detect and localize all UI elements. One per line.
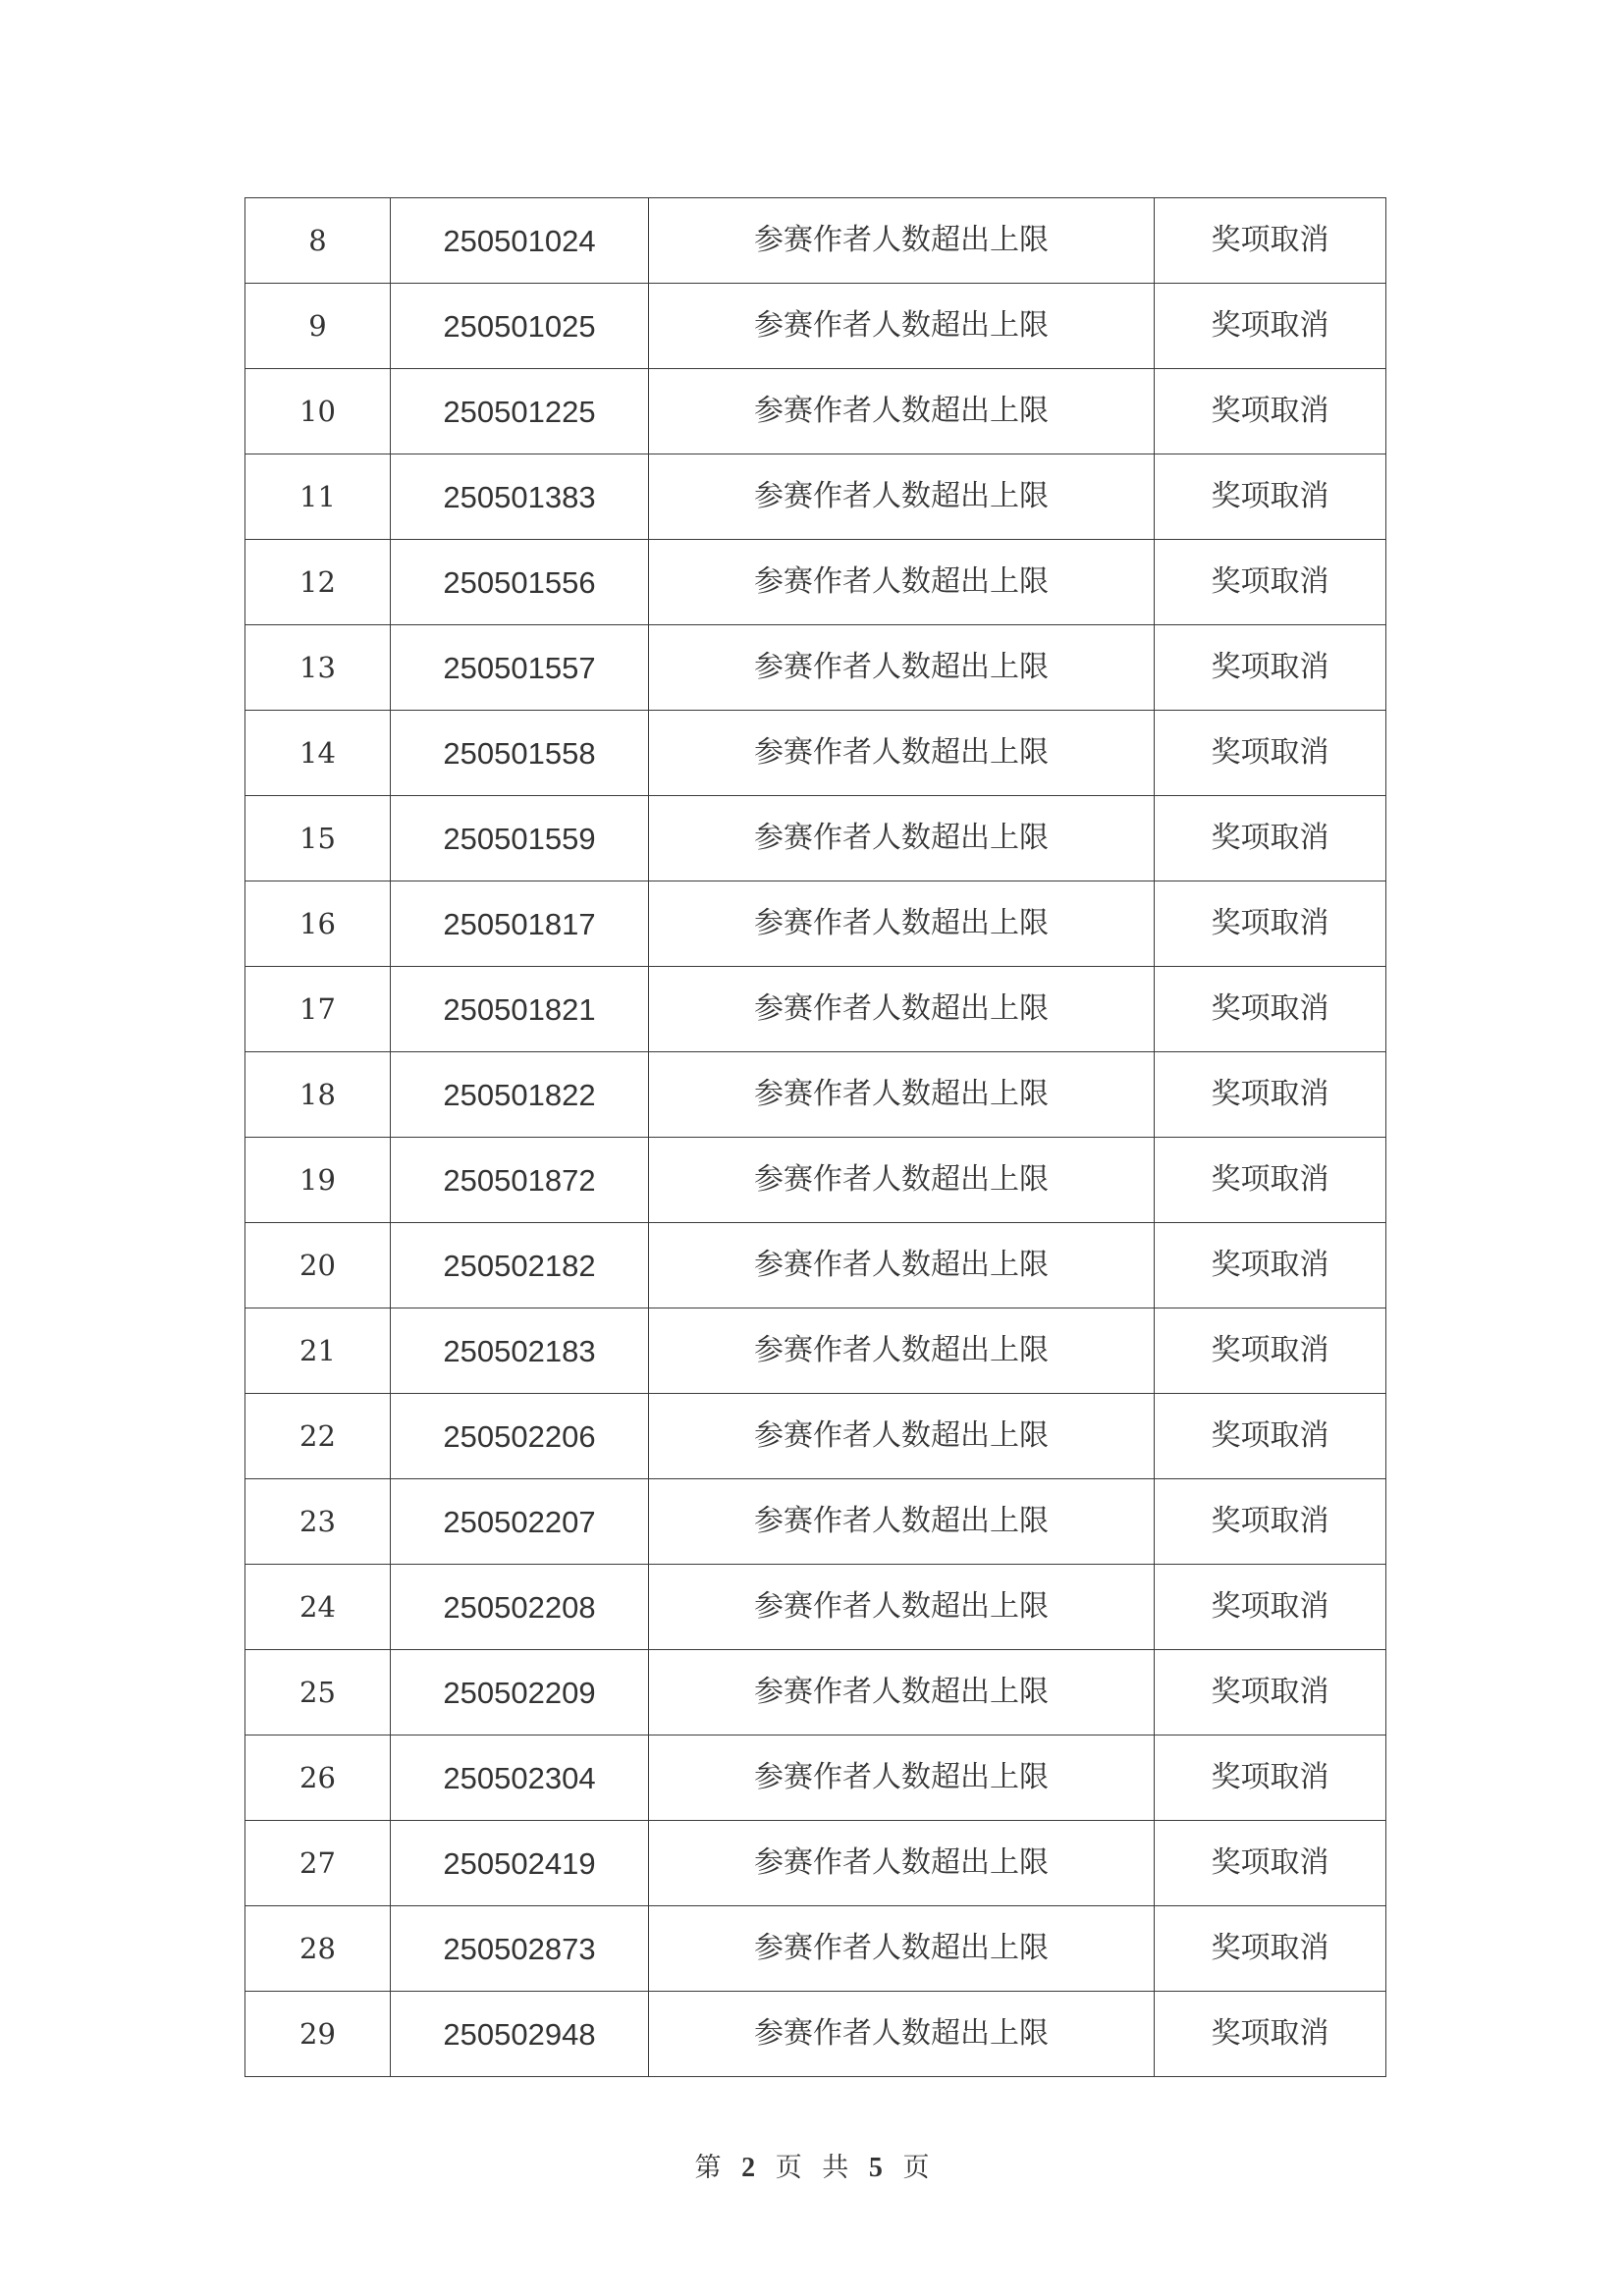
entry-id-cell: 250501559 (391, 796, 649, 881)
row-number-cell: 18 (245, 1052, 391, 1138)
table-row (245, 881, 1386, 967)
table-row (245, 625, 1386, 711)
entry-id-cell: 250502183 (391, 1308, 649, 1394)
table-row (245, 369, 1386, 454)
reason-cell: 参赛作者人数超出上限 (649, 198, 1155, 284)
reason-cell: 参赛作者人数超出上限 (649, 796, 1155, 881)
entry-id-cell: 250502419 (391, 1821, 649, 1906)
row-number-cell: 23 (245, 1479, 391, 1565)
entry-id-cell: 250502208 (391, 1565, 649, 1650)
entry-id-cell: 250501557 (391, 625, 649, 711)
table-row (245, 1394, 1386, 1479)
table-row (245, 1138, 1386, 1223)
entry-id-cell: 250501817 (391, 881, 649, 967)
entry-id-cell: 250502206 (391, 1394, 649, 1479)
entry-id-cell: 250501821 (391, 967, 649, 1052)
page-footer (0, 2146, 1624, 2184)
result-cell: 奖项取消 (1155, 1052, 1386, 1138)
reason-cell: 参赛作者人数超出上限 (649, 1650, 1155, 1735)
reason-cell: 参赛作者人数超出上限 (649, 1565, 1155, 1650)
row-number-cell: 12 (245, 540, 391, 625)
entry-id-cell: 250502873 (391, 1906, 649, 1992)
result-cell: 奖项取消 (1155, 1138, 1386, 1223)
table-row (245, 1650, 1386, 1735)
entry-id-cell: 250502948 (391, 1992, 649, 2077)
current-page-number: 2 (741, 2153, 756, 2183)
reason-cell: 参赛作者人数超出上限 (649, 1992, 1155, 2077)
row-number-cell: 26 (245, 1735, 391, 1821)
entry-id-cell: 250502207 (391, 1479, 649, 1565)
row-number-cell: 17 (245, 967, 391, 1052)
table-row (245, 967, 1386, 1052)
table-row (245, 1992, 1386, 2077)
result-cell: 奖项取消 (1155, 1565, 1386, 1650)
result-cell: 奖项取消 (1155, 1308, 1386, 1394)
row-number-cell: 15 (245, 796, 391, 881)
footer-total-prefix: 共 (822, 2153, 849, 2183)
row-number-cell: 21 (245, 1308, 391, 1394)
reason-cell: 参赛作者人数超出上限 (649, 1479, 1155, 1565)
reason-cell: 参赛作者人数超出上限 (649, 881, 1155, 967)
total-page-count: 5 (868, 2153, 883, 2183)
table-row (245, 198, 1386, 284)
result-cell: 奖项取消 (1155, 967, 1386, 1052)
row-number-cell: 22 (245, 1394, 391, 1479)
table-row (245, 1735, 1386, 1821)
results-table-body (245, 198, 1386, 2077)
reason-cell: 参赛作者人数超出上限 (649, 967, 1155, 1052)
result-cell: 奖项取消 (1155, 1821, 1386, 1906)
reason-cell: 参赛作者人数超出上限 (649, 1821, 1155, 1906)
entry-id-cell: 250501225 (391, 369, 649, 454)
row-number-cell: 28 (245, 1906, 391, 1992)
result-cell: 奖项取消 (1155, 1394, 1386, 1479)
row-number-cell: 25 (245, 1650, 391, 1735)
entry-id-cell: 250501025 (391, 284, 649, 369)
table-row (245, 1479, 1386, 1565)
table-row (245, 1821, 1386, 1906)
result-cell: 奖项取消 (1155, 1650, 1386, 1735)
table-row (245, 711, 1386, 796)
row-number-cell: 13 (245, 625, 391, 711)
table-row (245, 1565, 1386, 1650)
results-table (244, 197, 1386, 2077)
row-number-cell: 29 (245, 1992, 391, 2077)
result-cell: 奖项取消 (1155, 284, 1386, 369)
entry-id-cell: 250501024 (391, 198, 649, 284)
row-number-cell: 14 (245, 711, 391, 796)
result-cell: 奖项取消 (1155, 1906, 1386, 1992)
row-number-cell: 11 (245, 454, 391, 540)
result-cell: 奖项取消 (1155, 881, 1386, 967)
reason-cell: 参赛作者人数超出上限 (649, 540, 1155, 625)
table-row (245, 796, 1386, 881)
reason-cell: 参赛作者人数超出上限 (649, 1052, 1155, 1138)
table-row (245, 284, 1386, 369)
table-row (245, 540, 1386, 625)
reason-cell: 参赛作者人数超出上限 (649, 284, 1155, 369)
table-row (245, 1052, 1386, 1138)
result-cell: 奖项取消 (1155, 1223, 1386, 1308)
table-row (245, 454, 1386, 540)
result-cell: 奖项取消 (1155, 454, 1386, 540)
reason-cell: 参赛作者人数超出上限 (649, 1735, 1155, 1821)
reason-cell: 参赛作者人数超出上限 (649, 625, 1155, 711)
result-cell: 奖项取消 (1155, 369, 1386, 454)
row-number-cell: 24 (245, 1565, 391, 1650)
row-number-cell: 16 (245, 881, 391, 967)
reason-cell: 参赛作者人数超出上限 (649, 369, 1155, 454)
result-cell: 奖项取消 (1155, 1992, 1386, 2077)
table-row (245, 1308, 1386, 1394)
entry-id-cell: 250501872 (391, 1138, 649, 1223)
row-number-cell: 9 (245, 284, 391, 369)
result-cell: 奖项取消 (1155, 625, 1386, 711)
table-row (245, 1906, 1386, 1992)
reason-cell: 参赛作者人数超出上限 (649, 1308, 1155, 1394)
reason-cell: 参赛作者人数超出上限 (649, 454, 1155, 540)
result-cell: 奖项取消 (1155, 796, 1386, 881)
result-cell: 奖项取消 (1155, 540, 1386, 625)
result-cell: 奖项取消 (1155, 198, 1386, 284)
footer-total-word: 页 (902, 2153, 930, 2183)
result-cell: 奖项取消 (1155, 1479, 1386, 1565)
entry-id-cell: 250501558 (391, 711, 649, 796)
entry-id-cell: 250502209 (391, 1650, 649, 1735)
result-cell: 奖项取消 (1155, 1735, 1386, 1821)
entry-id-cell: 250502304 (391, 1735, 649, 1821)
entry-id-cell: 250502182 (391, 1223, 649, 1308)
reason-cell: 参赛作者人数超出上限 (649, 1906, 1155, 1992)
reason-cell: 参赛作者人数超出上限 (649, 1223, 1155, 1308)
entry-id-cell: 250501556 (391, 540, 649, 625)
table-row (245, 1223, 1386, 1308)
row-number-cell: 20 (245, 1223, 391, 1308)
reason-cell: 参赛作者人数超出上限 (649, 1394, 1155, 1479)
footer-prefix: 第 (694, 2153, 722, 2183)
row-number-cell: 8 (245, 198, 391, 284)
reason-cell: 参赛作者人数超出上限 (649, 1138, 1155, 1223)
row-number-cell: 10 (245, 369, 391, 454)
reason-cell: 参赛作者人数超出上限 (649, 711, 1155, 796)
entry-id-cell: 250501383 (391, 454, 649, 540)
footer-page-word: 页 (775, 2153, 802, 2183)
row-number-cell: 27 (245, 1821, 391, 1906)
entry-id-cell: 250501822 (391, 1052, 649, 1138)
row-number-cell: 19 (245, 1138, 391, 1223)
result-cell: 奖项取消 (1155, 711, 1386, 796)
